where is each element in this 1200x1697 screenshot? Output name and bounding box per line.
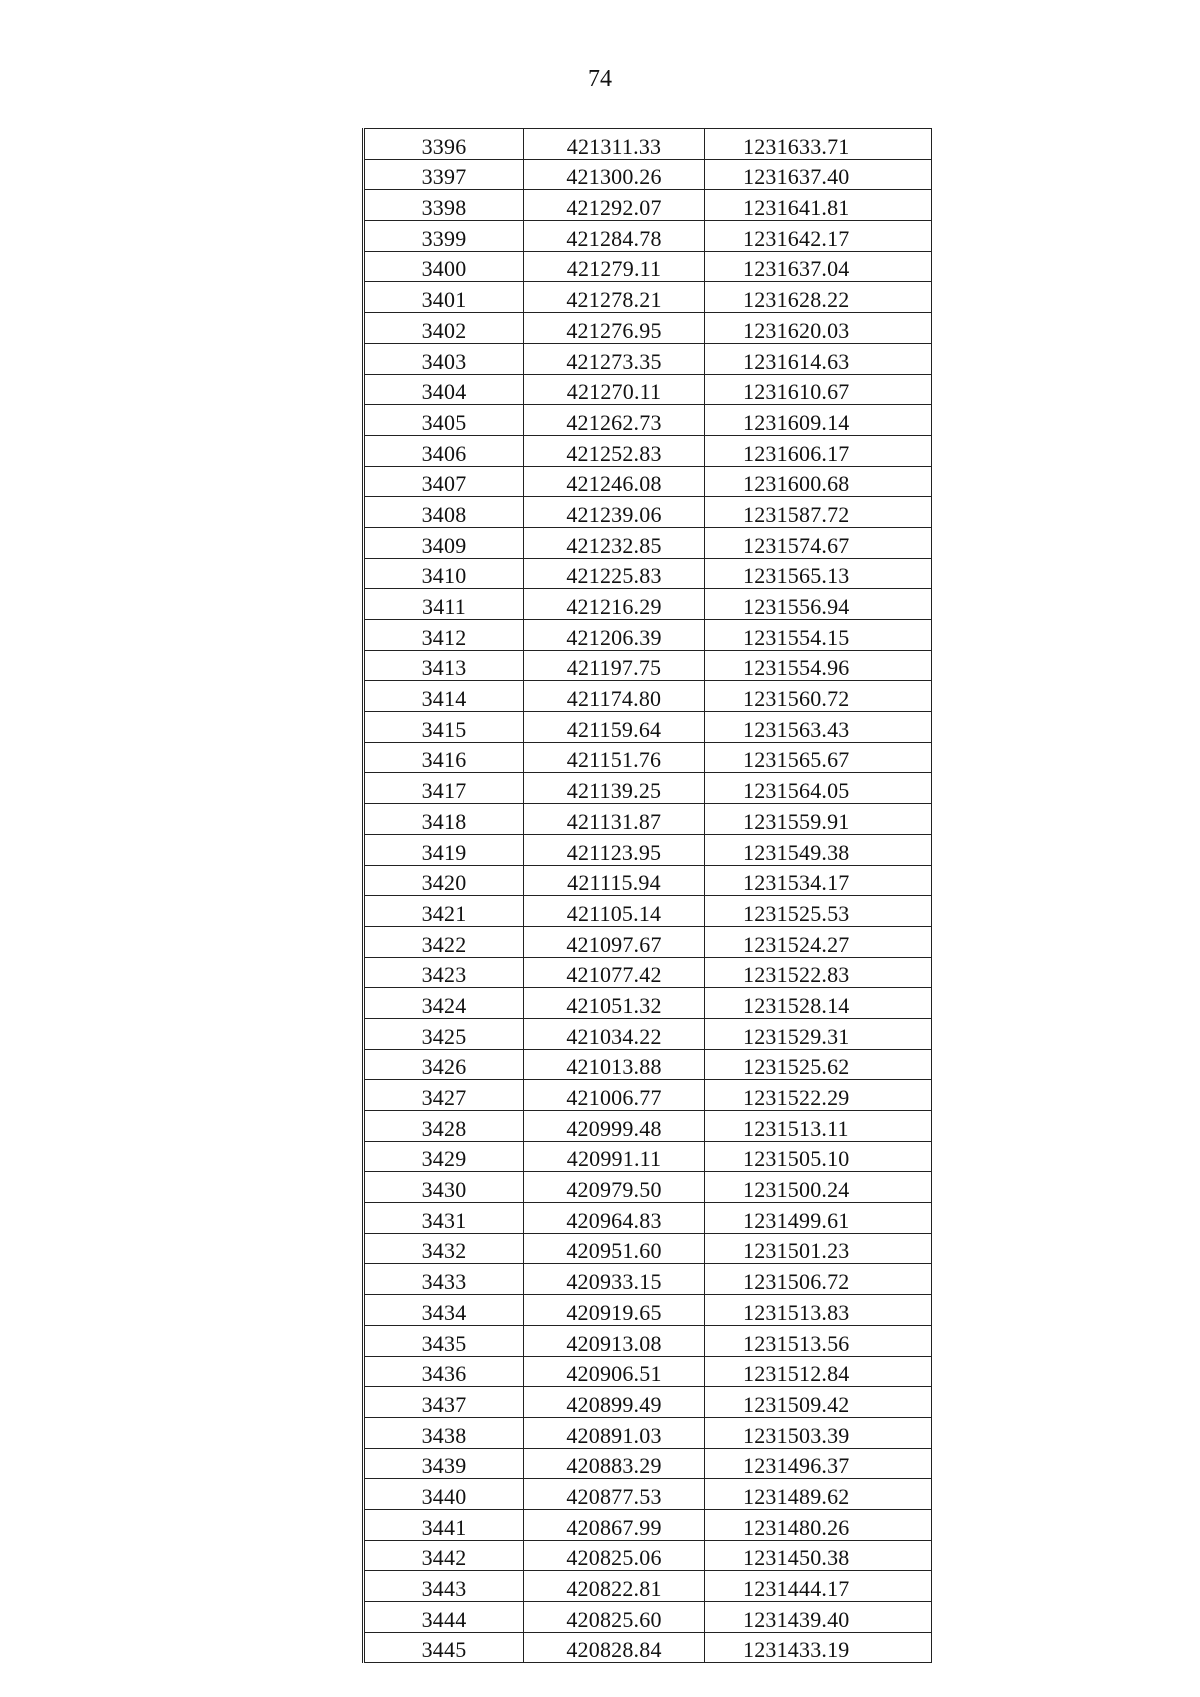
x-coordinate-cell: 420825.06 xyxy=(524,1540,705,1571)
table-row xyxy=(364,1049,932,1080)
table-row xyxy=(364,1141,932,1172)
y-coordinate-cell: 1231587.72 xyxy=(705,497,932,528)
x-coordinate-cell: 421115.94 xyxy=(524,865,705,896)
x-coordinate-cell: 421262.73 xyxy=(524,405,705,436)
x-coordinate-cell: 421276.95 xyxy=(524,313,705,344)
table-row xyxy=(364,1509,932,1540)
point-number-cell: 3411 xyxy=(364,589,524,620)
x-coordinate-cell: 421300.26 xyxy=(524,159,705,190)
y-coordinate-cell: 1231620.03 xyxy=(705,313,932,344)
y-coordinate-cell: 1231549.38 xyxy=(705,834,932,865)
x-coordinate-cell: 420951.60 xyxy=(524,1233,705,1264)
table-row xyxy=(364,804,932,835)
x-coordinate-cell: 421131.87 xyxy=(524,804,705,835)
table-row xyxy=(364,466,932,497)
table-row xyxy=(364,251,932,282)
point-number-cell: 3424 xyxy=(364,988,524,1019)
point-number-cell: 3427 xyxy=(364,1080,524,1111)
table-row xyxy=(364,620,932,651)
point-number-cell: 3403 xyxy=(364,343,524,374)
table-row xyxy=(364,159,932,190)
x-coordinate-cell: 421216.29 xyxy=(524,589,705,620)
x-coordinate-cell: 420825.60 xyxy=(524,1602,705,1633)
x-coordinate-cell: 421174.80 xyxy=(524,681,705,712)
y-coordinate-cell: 1231439.40 xyxy=(705,1602,932,1633)
table-row xyxy=(364,1632,932,1663)
x-coordinate-cell: 420867.99 xyxy=(524,1509,705,1540)
x-coordinate-cell: 420979.50 xyxy=(524,1172,705,1203)
point-number-cell: 3412 xyxy=(364,620,524,651)
y-coordinate-cell: 1231513.83 xyxy=(705,1295,932,1326)
x-coordinate-cell: 420913.08 xyxy=(524,1325,705,1356)
point-number-cell: 3409 xyxy=(364,527,524,558)
point-number-cell: 3431 xyxy=(364,1203,524,1234)
x-coordinate-cell: 420899.49 xyxy=(524,1387,705,1418)
table-row xyxy=(364,1233,932,1264)
y-coordinate-cell: 1231637.40 xyxy=(705,159,932,190)
x-coordinate-cell: 421278.21 xyxy=(524,282,705,313)
table-row xyxy=(364,1448,932,1479)
y-coordinate-cell: 1231489.62 xyxy=(705,1479,932,1510)
point-number-cell: 3442 xyxy=(364,1540,524,1571)
table-row xyxy=(364,1111,932,1142)
x-coordinate-cell: 420877.53 xyxy=(524,1479,705,1510)
table-row xyxy=(364,742,932,773)
y-coordinate-cell: 1231433.19 xyxy=(705,1632,932,1663)
x-coordinate-cell: 421252.83 xyxy=(524,435,705,466)
y-coordinate-cell: 1231642.17 xyxy=(705,221,932,252)
y-coordinate-cell: 1231554.96 xyxy=(705,650,932,681)
y-coordinate-cell: 1231500.24 xyxy=(705,1172,932,1203)
table-row xyxy=(364,313,932,344)
table-row xyxy=(364,1080,932,1111)
y-coordinate-cell: 1231525.53 xyxy=(705,896,932,927)
y-coordinate-cell: 1231556.94 xyxy=(705,589,932,620)
table-row xyxy=(364,650,932,681)
point-number-cell: 3419 xyxy=(364,834,524,865)
coordinates-table xyxy=(362,128,932,1663)
table-row xyxy=(364,190,932,221)
y-coordinate-cell: 1231600.68 xyxy=(705,466,932,497)
table-row xyxy=(364,343,932,374)
table-row xyxy=(364,374,932,405)
table-row xyxy=(364,1602,932,1633)
y-coordinate-cell: 1231609.14 xyxy=(705,405,932,436)
point-number-cell: 3410 xyxy=(364,558,524,589)
point-number-cell: 3436 xyxy=(364,1356,524,1387)
x-coordinate-cell: 421292.07 xyxy=(524,190,705,221)
table-row xyxy=(364,282,932,313)
x-coordinate-cell: 421105.14 xyxy=(524,896,705,927)
x-coordinate-cell: 421284.78 xyxy=(524,221,705,252)
point-number-cell: 3396 xyxy=(364,129,524,160)
x-coordinate-cell: 420991.11 xyxy=(524,1141,705,1172)
table-row xyxy=(364,988,932,1019)
table-row xyxy=(364,1417,932,1448)
point-number-cell: 3423 xyxy=(364,957,524,988)
point-number-cell: 3416 xyxy=(364,742,524,773)
table-row xyxy=(364,1203,932,1234)
x-coordinate-cell: 420919.65 xyxy=(524,1295,705,1326)
y-coordinate-cell: 1231565.67 xyxy=(705,742,932,773)
y-coordinate-cell: 1231534.17 xyxy=(705,865,932,896)
table-row xyxy=(364,1479,932,1510)
y-coordinate-cell: 1231512.84 xyxy=(705,1356,932,1387)
table-row xyxy=(364,497,932,528)
point-number-cell: 3418 xyxy=(364,804,524,835)
point-number-cell: 3434 xyxy=(364,1295,524,1326)
x-coordinate-cell: 420822.81 xyxy=(524,1571,705,1602)
point-number-cell: 3415 xyxy=(364,712,524,743)
point-number-cell: 3404 xyxy=(364,374,524,405)
y-coordinate-cell: 1231559.91 xyxy=(705,804,932,835)
x-coordinate-cell: 421273.35 xyxy=(524,343,705,374)
point-number-cell: 3406 xyxy=(364,435,524,466)
point-number-cell: 3429 xyxy=(364,1141,524,1172)
table-row xyxy=(364,712,932,743)
point-number-cell: 3420 xyxy=(364,865,524,896)
x-coordinate-cell: 420964.83 xyxy=(524,1203,705,1234)
point-number-cell: 3425 xyxy=(364,1018,524,1049)
point-number-cell: 3439 xyxy=(364,1448,524,1479)
table-row xyxy=(364,1540,932,1571)
x-coordinate-cell: 421206.39 xyxy=(524,620,705,651)
x-coordinate-cell: 421246.08 xyxy=(524,466,705,497)
y-coordinate-cell: 1231450.38 xyxy=(705,1540,932,1571)
y-coordinate-cell: 1231641.81 xyxy=(705,190,932,221)
x-coordinate-cell: 421232.85 xyxy=(524,527,705,558)
y-coordinate-cell: 1231560.72 xyxy=(705,681,932,712)
y-coordinate-cell: 1231628.22 xyxy=(705,282,932,313)
x-coordinate-cell: 421051.32 xyxy=(524,988,705,1019)
y-coordinate-cell: 1231513.11 xyxy=(705,1111,932,1142)
y-coordinate-cell: 1231501.23 xyxy=(705,1233,932,1264)
y-coordinate-cell: 1231496.37 xyxy=(705,1448,932,1479)
point-number-cell: 3443 xyxy=(364,1571,524,1602)
table-row xyxy=(364,558,932,589)
x-coordinate-cell: 421225.83 xyxy=(524,558,705,589)
y-coordinate-cell: 1231503.39 xyxy=(705,1417,932,1448)
y-coordinate-cell: 1231525.62 xyxy=(705,1049,932,1080)
x-coordinate-cell: 421013.88 xyxy=(524,1049,705,1080)
coordinates-table-body xyxy=(364,129,932,1663)
y-coordinate-cell: 1231563.43 xyxy=(705,712,932,743)
x-coordinate-cell: 421197.75 xyxy=(524,650,705,681)
point-number-cell: 3401 xyxy=(364,282,524,313)
y-coordinate-cell: 1231574.67 xyxy=(705,527,932,558)
x-coordinate-cell: 421123.95 xyxy=(524,834,705,865)
y-coordinate-cell: 1231506.72 xyxy=(705,1264,932,1295)
x-coordinate-cell: 421159.64 xyxy=(524,712,705,743)
point-number-cell: 3399 xyxy=(364,221,524,252)
x-coordinate-cell: 420999.48 xyxy=(524,1111,705,1142)
point-number-cell: 3402 xyxy=(364,313,524,344)
y-coordinate-cell: 1231564.05 xyxy=(705,773,932,804)
point-number-cell: 3408 xyxy=(364,497,524,528)
table-row xyxy=(364,773,932,804)
point-number-cell: 3413 xyxy=(364,650,524,681)
y-coordinate-cell: 1231499.61 xyxy=(705,1203,932,1234)
point-number-cell: 3440 xyxy=(364,1479,524,1510)
y-coordinate-cell: 1231529.31 xyxy=(705,1018,932,1049)
y-coordinate-cell: 1231528.14 xyxy=(705,988,932,1019)
point-number-cell: 3421 xyxy=(364,896,524,927)
table-row xyxy=(364,527,932,558)
x-coordinate-cell: 420933.15 xyxy=(524,1264,705,1295)
y-coordinate-cell: 1231633.71 xyxy=(705,129,932,160)
point-number-cell: 3398 xyxy=(364,190,524,221)
point-number-cell: 3417 xyxy=(364,773,524,804)
y-coordinate-cell: 1231610.67 xyxy=(705,374,932,405)
table-row xyxy=(364,926,932,957)
point-number-cell: 3397 xyxy=(364,159,524,190)
table-row xyxy=(364,1018,932,1049)
table-row xyxy=(364,1264,932,1295)
point-number-cell: 3426 xyxy=(364,1049,524,1080)
table-row xyxy=(364,896,932,927)
point-number-cell: 3430 xyxy=(364,1172,524,1203)
table-row xyxy=(364,681,932,712)
table-row xyxy=(364,221,932,252)
x-coordinate-cell: 421151.76 xyxy=(524,742,705,773)
point-number-cell: 3438 xyxy=(364,1417,524,1448)
y-coordinate-cell: 1231480.26 xyxy=(705,1509,932,1540)
table-row xyxy=(364,589,932,620)
y-coordinate-cell: 1231606.17 xyxy=(705,435,932,466)
table-row xyxy=(364,1571,932,1602)
point-number-cell: 3437 xyxy=(364,1387,524,1418)
point-number-cell: 3433 xyxy=(364,1264,524,1295)
x-coordinate-cell: 421311.33 xyxy=(524,129,705,160)
x-coordinate-cell: 421239.06 xyxy=(524,497,705,528)
x-coordinate-cell: 421097.67 xyxy=(524,926,705,957)
table-row xyxy=(364,1172,932,1203)
table-row xyxy=(364,834,932,865)
point-number-cell: 3435 xyxy=(364,1325,524,1356)
y-coordinate-cell: 1231565.13 xyxy=(705,558,932,589)
point-number-cell: 3445 xyxy=(364,1632,524,1663)
x-coordinate-cell: 421270.11 xyxy=(524,374,705,405)
y-coordinate-cell: 1231509.42 xyxy=(705,1387,932,1418)
point-number-cell: 3414 xyxy=(364,681,524,712)
x-coordinate-cell: 421034.22 xyxy=(524,1018,705,1049)
y-coordinate-cell: 1231513.56 xyxy=(705,1325,932,1356)
point-number-cell: 3422 xyxy=(364,926,524,957)
y-coordinate-cell: 1231524.27 xyxy=(705,926,932,957)
table-row xyxy=(364,435,932,466)
page-number: 74 xyxy=(588,66,612,92)
table-row xyxy=(364,1387,932,1418)
y-coordinate-cell: 1231522.29 xyxy=(705,1080,932,1111)
x-coordinate-cell: 420883.29 xyxy=(524,1448,705,1479)
x-coordinate-cell: 420828.84 xyxy=(524,1632,705,1663)
table-row xyxy=(364,129,932,160)
table-row xyxy=(364,1325,932,1356)
table-row xyxy=(364,865,932,896)
point-number-cell: 3405 xyxy=(364,405,524,436)
point-number-cell: 3407 xyxy=(364,466,524,497)
x-coordinate-cell: 421139.25 xyxy=(524,773,705,804)
point-number-cell: 3428 xyxy=(364,1111,524,1142)
y-coordinate-cell: 1231522.83 xyxy=(705,957,932,988)
point-number-cell: 3444 xyxy=(364,1602,524,1633)
table-row xyxy=(364,405,932,436)
x-coordinate-cell: 421006.77 xyxy=(524,1080,705,1111)
x-coordinate-cell: 421279.11 xyxy=(524,251,705,282)
y-coordinate-cell: 1231637.04 xyxy=(705,251,932,282)
x-coordinate-cell: 420891.03 xyxy=(524,1417,705,1448)
table-row xyxy=(364,957,932,988)
x-coordinate-cell: 421077.42 xyxy=(524,957,705,988)
y-coordinate-cell: 1231614.63 xyxy=(705,343,932,374)
y-coordinate-cell: 1231505.10 xyxy=(705,1141,932,1172)
table-row xyxy=(364,1356,932,1387)
y-coordinate-cell: 1231554.15 xyxy=(705,620,932,651)
point-number-cell: 3400 xyxy=(364,251,524,282)
y-coordinate-cell: 1231444.17 xyxy=(705,1571,932,1602)
x-coordinate-cell: 420906.51 xyxy=(524,1356,705,1387)
point-number-cell: 3441 xyxy=(364,1509,524,1540)
table-row xyxy=(364,1295,932,1326)
point-number-cell: 3432 xyxy=(364,1233,524,1264)
